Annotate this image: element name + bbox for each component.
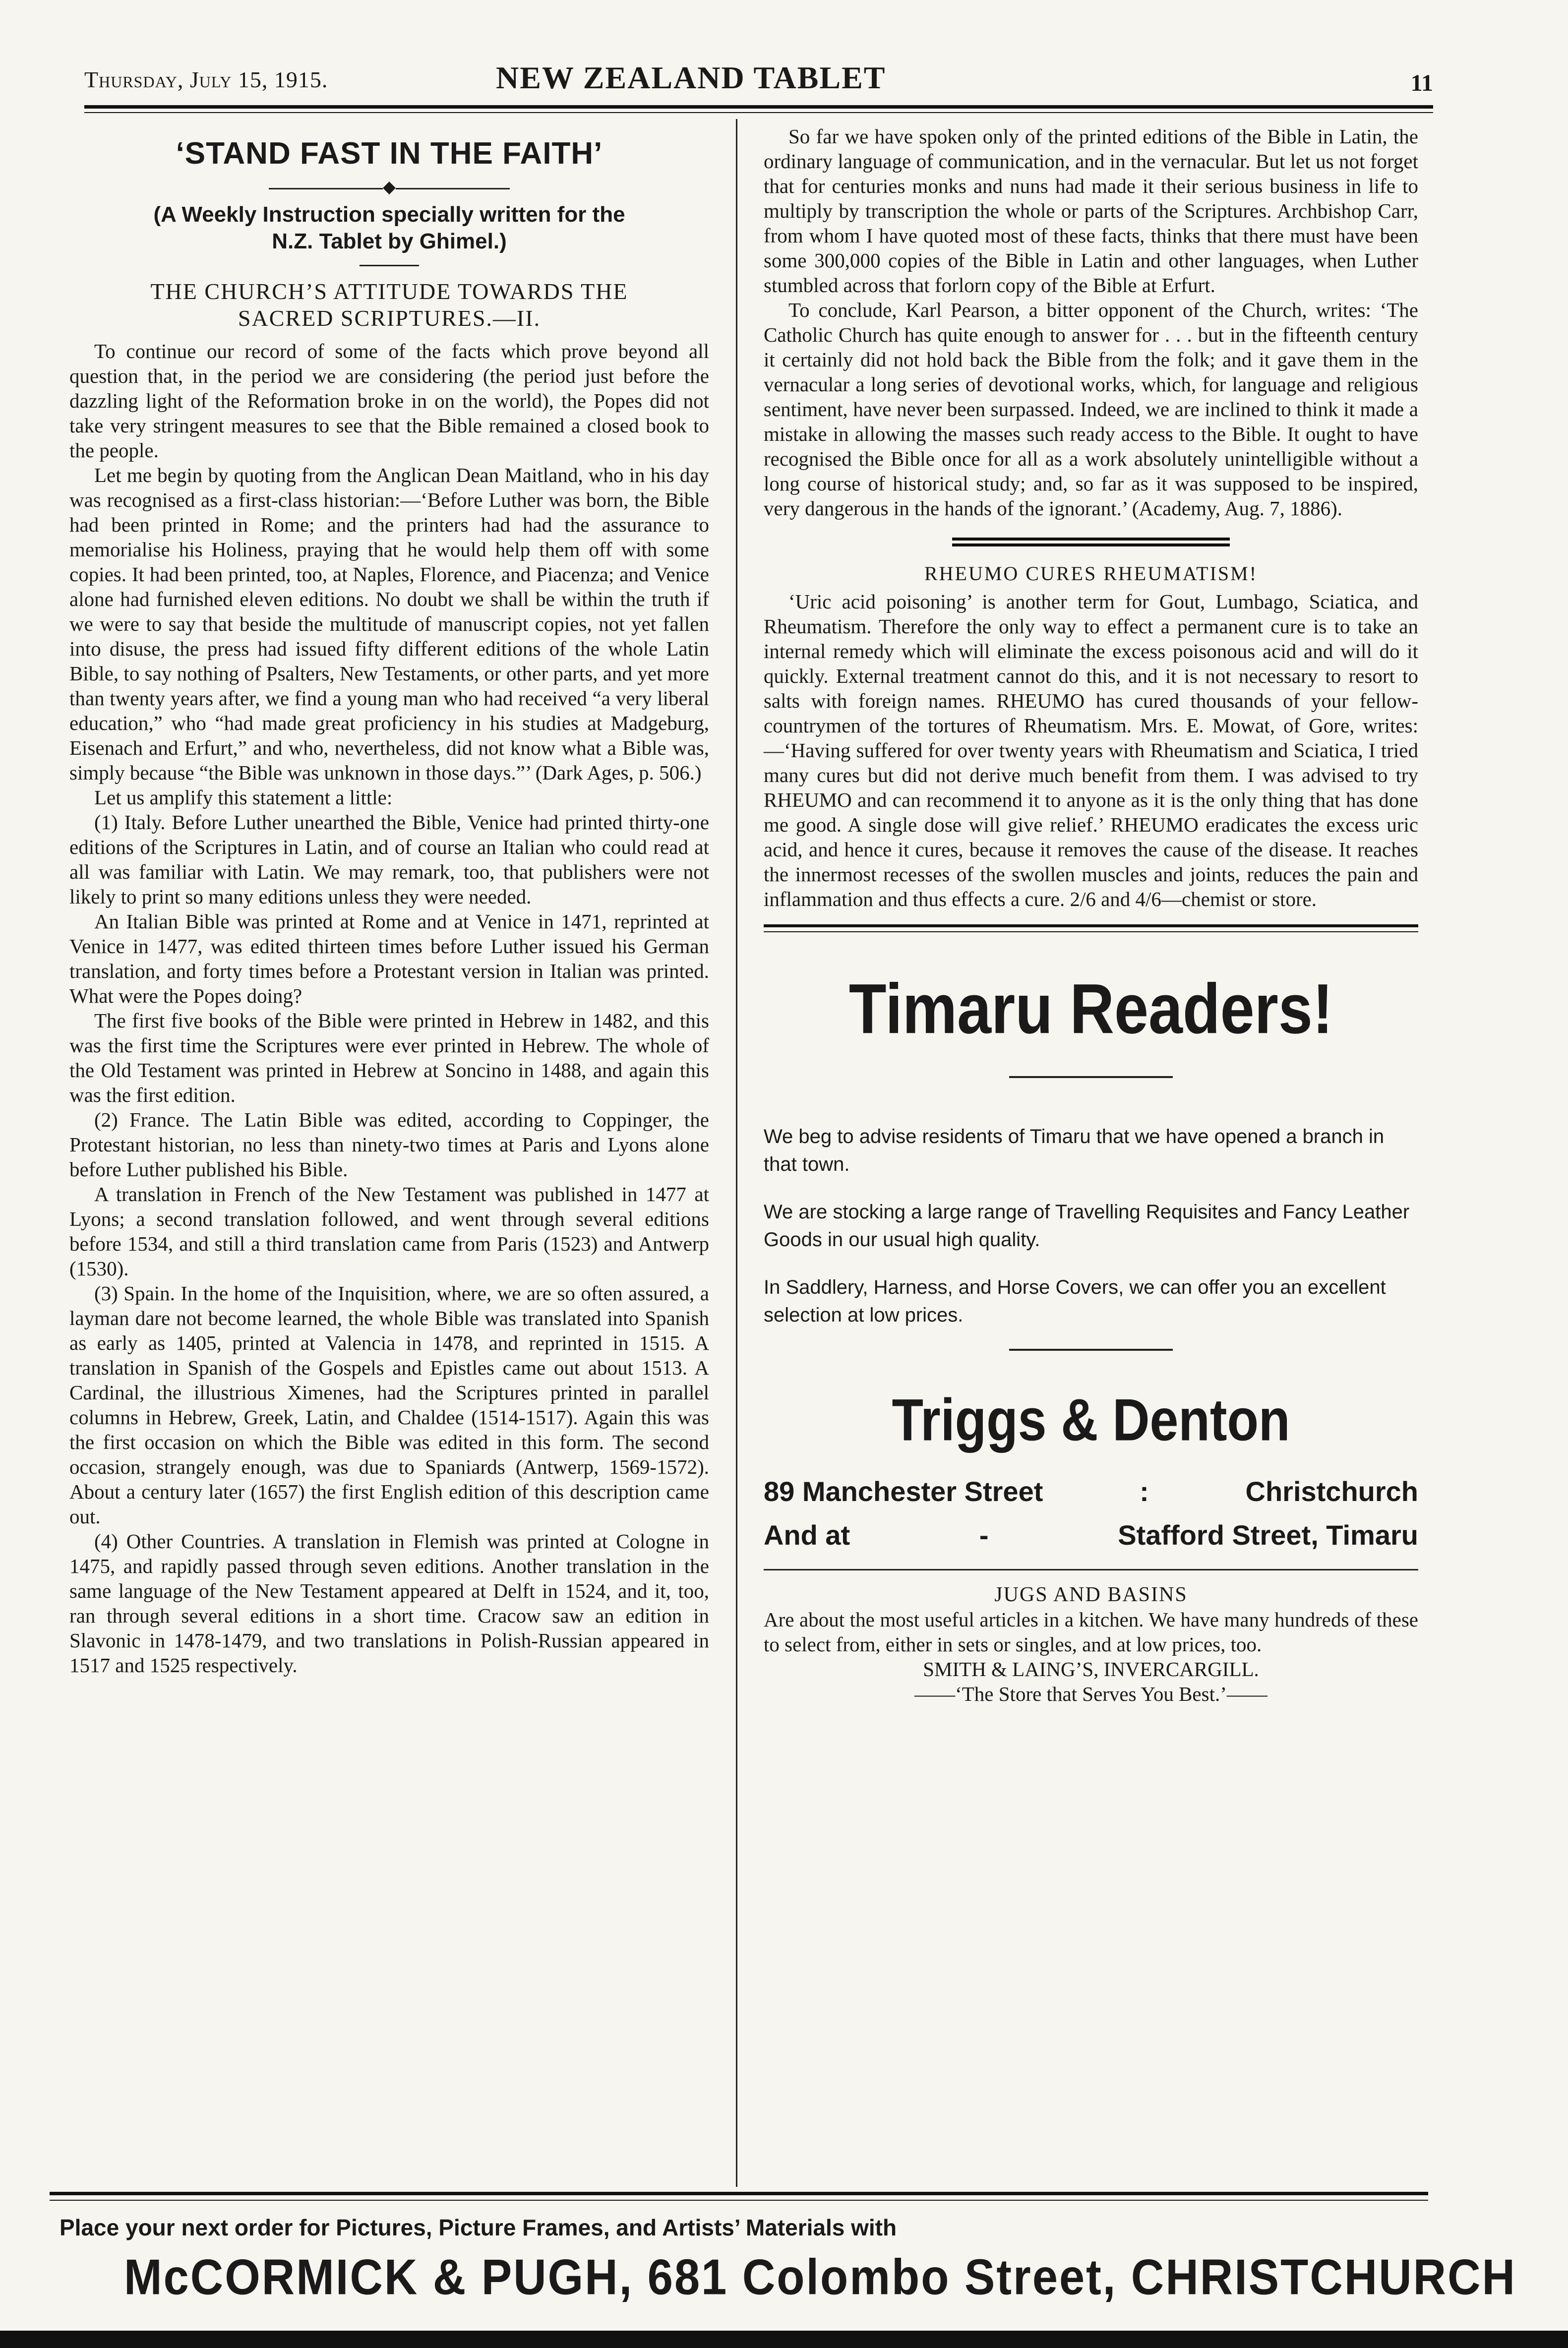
section-title-line-2: SACRED SCRIPTURES.—II.	[238, 305, 541, 331]
address-branch: Stafford Street, Timaru	[1118, 1519, 1418, 1551]
paragraph: (2) France. The Latin Bible was edited, according to Coppinger, the Protestant historian, no less than ninety-two times at Paris and Lyons alone before Luther published his Bible.	[69, 1108, 709, 1181]
paragraph: (4) Other Countries. A translation in Flemish was printed at Cologne in 1475, and rapidly passed through seven editions. Another translation in the same language of the New Testament appeared at Delft in 1524, and it, too, ran through several editions in a short time. Cracow saw an edition in Slavonic in 1478-1479, and two translations in Polish-Russian appeared in 1517 and 1525 respectively.	[69, 1530, 709, 1677]
address-line-1	[764, 1470, 1418, 1513]
footer-bar	[0, 2331, 1568, 2348]
footer-rule-thin	[50, 2200, 1428, 2201]
ad-rule-thin	[764, 931, 1418, 932]
title-ornament: ◆	[69, 179, 709, 196]
page-header	[84, 60, 1433, 104]
address-line-2	[764, 1513, 1418, 1557]
footer-ad-line-1: Place your next order for Pictures, Picture Frames, and Artists’ Materials with	[60, 2215, 897, 2240]
article-title: ‘STAND FAST IN THE FAITH’	[176, 136, 603, 171]
paragraph: A translation in French of the New Testament was published in 1477 at Lyons; a second translation followed, and went through several editions before 1534, and still a third translation came from Paris (1523) and Antwerp (1530).	[69, 1183, 709, 1280]
address-street: 89 Manchester Street	[764, 1476, 1043, 1507]
timaru-ad-line: We beg to advise residents of Timaru that we have opened a branch in that town.	[764, 1126, 1385, 1175]
firm-name: Triggs & Denton	[892, 1387, 1290, 1453]
masthead: NEW ZEALAND TABLET	[496, 60, 886, 95]
address-separator: -	[979, 1519, 989, 1551]
header-rule-thin	[84, 112, 1433, 113]
jugs-ad-rule	[764, 1569, 1418, 1570]
right-column	[764, 124, 1418, 1706]
subtitle-rule	[360, 265, 419, 266]
timaru-ad-rule	[1009, 1076, 1173, 1078]
article-end-rule	[952, 538, 1230, 546]
timaru-ad-line: In Saddlery, Harness, and Horse Covers, we can offer you an excellent selection at low prices.	[764, 1276, 1386, 1326]
address-and-at: And at	[764, 1519, 850, 1551]
jugs-body: Are about the most useful articles in a kitchen. We have many hundreds of these to select from, either in sets or singles, and at low prices, too.	[764, 1608, 1418, 1656]
paragraph: Let me begin by quoting from the Anglican Dean Maitland, who in his day was recognised as a first-class historian:—‘Before Luther was born, the Bible had been printed in Rome; and the printers had had the assurance to memorialise his Holiness, praying that he would help them off with some copies. It had been printed, too, at Naples, Florence, and Piacenza; and Venice alone had furnished eleven editions. No doubt we shall be within the truth if we were to say that beside the multitude of manuscript copies, not yet fallen into disuse, the press had issued fifty different editions of the whole Latin Bible, to say nothing of Psalters, New Testaments, or other parts, and yet more than twenty years after, we find a young man who had received “a very liberal education,” who “had made great proficiency in his studies at Madgeburg, Eisenach and Erfurt,” and who, nevertheless, did not know what a Bible was, simply because “the Bible was unknown in those days.”’ (Dark Ages, p. 506.)	[69, 464, 709, 784]
address-separator: :	[1140, 1476, 1149, 1507]
footer-ad-line-2: McCORMICK & PUGH, 681 Colombo Street, CHRISTCHURCH	[124, 2249, 1516, 2305]
jugs-firm: SMITH & LAING’S, INVERCARGILL.	[923, 1658, 1259, 1681]
paragraph: (1) Italy. Before Luther unearthed the Bible, Venice had printed thirty-one editions of the Scriptures in Latin, and of course an Italian who could read at all was familiar with Latin. We may remark, too, that publishers were not likely to print so many editions unless they were needed.	[69, 811, 709, 908]
jugs-heading: JUGS AND BASINS	[994, 1583, 1188, 1606]
timaru-ad-text	[764, 1123, 1418, 1329]
paragraph: To continue our record of some of the facts which prove beyond all question that, in the period we are considering (the period just before the dazzling light of the Reformation broke in on the world), the Popes did not take very stringent measures to see that the Bible remained a closed book to the people.	[69, 340, 709, 462]
paragraph: To conclude, Karl Pearson, a bitter opponent of the Church, writes: ‘The Catholic Church has quite enough to answer for . . . but in the fifteenth century it certainly did not hold back the Bible from the folk; and it gave them in the vernacular a long series of devotional works, which, for language and religious sentiment, have never been surpassed. Indeed, we are inclined to think it made a mistake in allowing the masses such ready access to the Bible. It ought to have recognised the Bible once for all as a work absolutely unintelligible without a long course of historical study; and, so far as it was supposed to be inspired, very dangerous in the hands of the ignorant.’ (Academy, Aug. 7, 1886).	[764, 299, 1418, 520]
header-rule	[84, 105, 1433, 109]
subtitle-line-1: (A Weekly Instruction specially written for the	[153, 202, 625, 227]
rheumo-heading: RHEUMO CURES RHEUMATISM!	[924, 562, 1258, 585]
timaru-ad-title: Timaru Readers!	[848, 969, 1333, 1049]
paragraph: So far we have spoken only of the printed editions of the Bible in Latin, the ordinary language of communication, and in the vernacular. But let us not forget that for centuries monks and nuns had made it their serious business in life to multiply by transcription the whole or parts of the Scriptures. Archbishop Carr, from whom I have quoted most of these facts, thinks that there must have been some 300,000 copies of the Bible in Latin and other languages, when Luther stumbled across that forlorn copy of the Bible at Erfurt.	[764, 125, 1418, 297]
timaru-ad-line: We are stocking a large range of Travelling Requisites and Fancy Leather Goods in our usual high quality.	[764, 1201, 1410, 1251]
left-column	[69, 124, 709, 1678]
address-city: Christchurch	[1245, 1476, 1418, 1507]
page-number: 11	[1410, 70, 1433, 96]
section-title-line-1: THE CHURCH’S ATTITUDE TOWARDS THE	[150, 279, 628, 304]
paragraph: The first five books of the Bible were printed in Hebrew in 1482, and this was the first time the Scriptures were ever printed in Hebrew. The whole of the Old Testament was printed in Hebrew at Soncino in 1488, and again this was the first edition.	[69, 1009, 709, 1106]
paragraph: Let us amplify this statement a little:	[94, 786, 393, 809]
subtitle-line-2: N.Z. Tablet by Ghimel.)	[272, 229, 507, 253]
paragraph: An Italian Bible was printed at Rome and at Venice in 1471, reprinted at Venice in 1477, was edited thirteen times before Luther issued his German translation, and forty times before a Protestant version in Italian was printed. What were the Popes doing?	[69, 910, 709, 1007]
column-divider	[736, 119, 737, 2187]
section-title	[69, 278, 709, 332]
ad-rule	[764, 924, 1418, 927]
paragraph: (3) Spain. In the home of the Inquisition, where, we are so often assured, a layman dare not become learned, the whole Bible was translated into Spanish as early as 1405, printed at Valencia in 1478, and reprinted in 1515. A translation in Spanish of the Gospels and Epistles came out about 1513. A Cardinal, the illustrious Ximenes, had the Scriptures printed in parallel columns in Hebrew, Greek, Latin, and Chaldee (1514-1517). Again this was the first occasion on which the Bible was edited in this form. The second occasion, strangely enough, was due to Spaniards (Antwerp, 1569-1572). About a century later (1657) the first English edition of this description came out.	[69, 1282, 709, 1528]
article-subtitle	[69, 201, 709, 255]
timaru-ad-rule-2	[1009, 1349, 1173, 1351]
rheumo-body: ‘Uric acid poisoning’ is another term for Gout, Lumbago, Sciatica, and Rheumatism. Therefore the only way to effect a permanent cure is to take an internal remedy which will eliminate the excess poisonous acid and will do it quickly. External treatment cannot do this, and it is not necessary to resort to salts with foreign names. RHEUMO has cured thousands of your fellow-countrymen of the tortures of Rheumatism. Mrs. E. Mowat, of Gore, writes:—‘Having suffered for over twenty years with Rheumatism and Sciatica, I tried many cures but did not derive much benefit from them. I was advised to try RHEUMO and can recommend it to anyone as it is the only thing that has done me good. A single dose will give relief.’ RHEUMO eradicates the excess uric acid, and hence it cures, because it removes the cause of the disease. It reaches the innermost recesses of the swollen muscles and joints, reduces the pain and inflammation and thus effects a cure. 2/6 and 4/6—chemist or store.	[764, 590, 1418, 910]
jugs-slogan: ——‘The Store that Serves You Best.’——	[914, 1683, 1267, 1705]
issue-date: Thursday, July 15, 1915.	[84, 67, 328, 92]
footer-rule	[50, 2192, 1428, 2195]
